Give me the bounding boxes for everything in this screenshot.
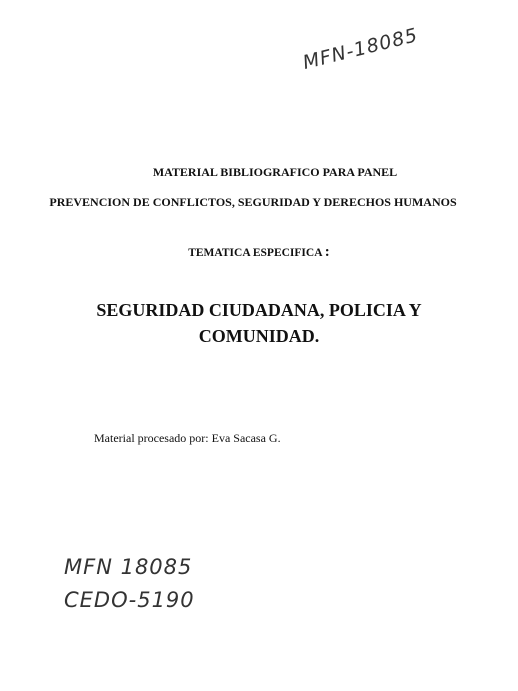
tematica-heading (0, 244, 518, 261)
document-title-line2: COMUNIDAD. (198, 326, 320, 346)
handwritten-annotation-top: MFN-18085 (300, 24, 421, 75)
handwritten-cedo-number: CEDO-5190 (64, 588, 195, 612)
material-heading: MATERIAL BIBLIOGRAFICO PARA PANEL (152, 165, 398, 179)
document-title-line1: SEGURIDAD CIUDADANA, POLICIA Y (96, 300, 422, 320)
tematica-colon: : (324, 244, 330, 260)
panel-heading: PREVENCION DE CONFLICTOS, SEGURIDAD Y DERECHOS HUMANOS (49, 195, 457, 209)
tematica-label: TEMATICA ESPECIFICA (188, 247, 322, 259)
processed-by-line: Material procesado por: Eva Sacasa G. (94, 431, 281, 445)
handwritten-mfn-number: MFN 18085 (64, 555, 193, 579)
